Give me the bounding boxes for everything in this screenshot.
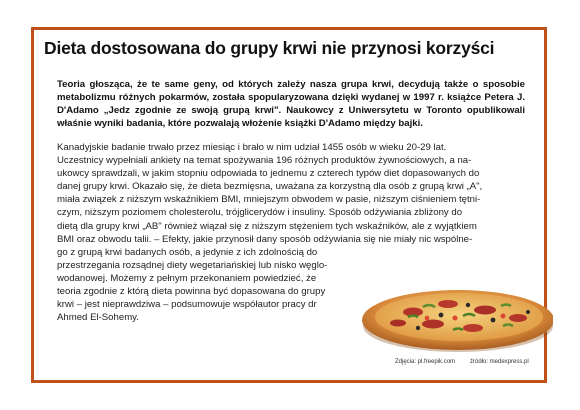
body-line: go z grupą krwi badanych osób, a jedynie z ich zdolnością do [57,246,318,258]
body-line: krwi – jest nieprawdziwa – podsumowuje współautor pracy dr [57,299,317,311]
body-line: teoria zgodnie z którą dieta powinna być dopasowana do grupy [57,286,326,298]
article-lead: Teoria głosząca, że te same geny, od których zależy nasza grupa krwi, decydują także o sposobie metabolizmu różnych pokarmów, została spopularyzowana dzięki wydanej w 1997 r. książce Petera J. D'Adamo „Jedz zgodnie ze swoją grupą krwi". Naukowcy z Uniwersytetu w Toronto opublikowali właśnie wyniki badania, które pozwalają włożenie książki D'Adamo między bajki. [57,79,525,130]
article-title: Dieta dostosowana do grupy krwi nie przynosi korzyści [44,38,495,58]
body-line: Ahmed El-Sohemy. [57,312,139,324]
body-line: czym, niższym poziomem cholesterolu, trójglicerydów i insuliny. Sposób odżywiania zbliżony do [57,207,463,219]
pizza-photo [353,260,553,360]
body-line: wodanowej. Możemy z pełnym przekonaniem powiedzieć, że [57,272,317,284]
photo-credit: Zdjęcia: pl.freepik.com [395,359,456,365]
body-line: BMI oraz obwodu talii. – Efekty, jakie przynosił dany sposób odżywiania się nie miały nic wspólne- [57,233,473,245]
body-line: Kanadyjskie badanie trwało przez miesiąc i brało w nim udział 1455 osób w wieku 20-29 lat. [57,142,447,153]
body-line: dietą dla grupy krwi „AB" również wiązał się z niższym stężeniem tych wskaźników, ale z wyjątkiem [57,220,477,232]
body-line: danej grupy krwi. Okazało się, że dieta bezmięsna, uważana za korzystną dla osób z grupą krwi „A", [57,181,483,193]
source-credit: źródło: medexpress.pl [470,359,529,365]
body-line: ukowcy sprawdzali, w jakim stopniu odpowiada to jednemu z czterech typów diet dopasowanych do [57,168,480,180]
body-line: Uczestnicy wypełniali ankiety na temat spożywania 196 różnych produktów żywnościowych, a na- [57,155,472,167]
body-line: miała związek z niższym wskaźnikiem BMI, mniejszym obwodem w pasie, niższym ciśnieniem tętni- [57,194,481,206]
body-line: przestrzegania rozsądnej diety wegetariańskiej lub nisko węglo- [57,259,328,271]
